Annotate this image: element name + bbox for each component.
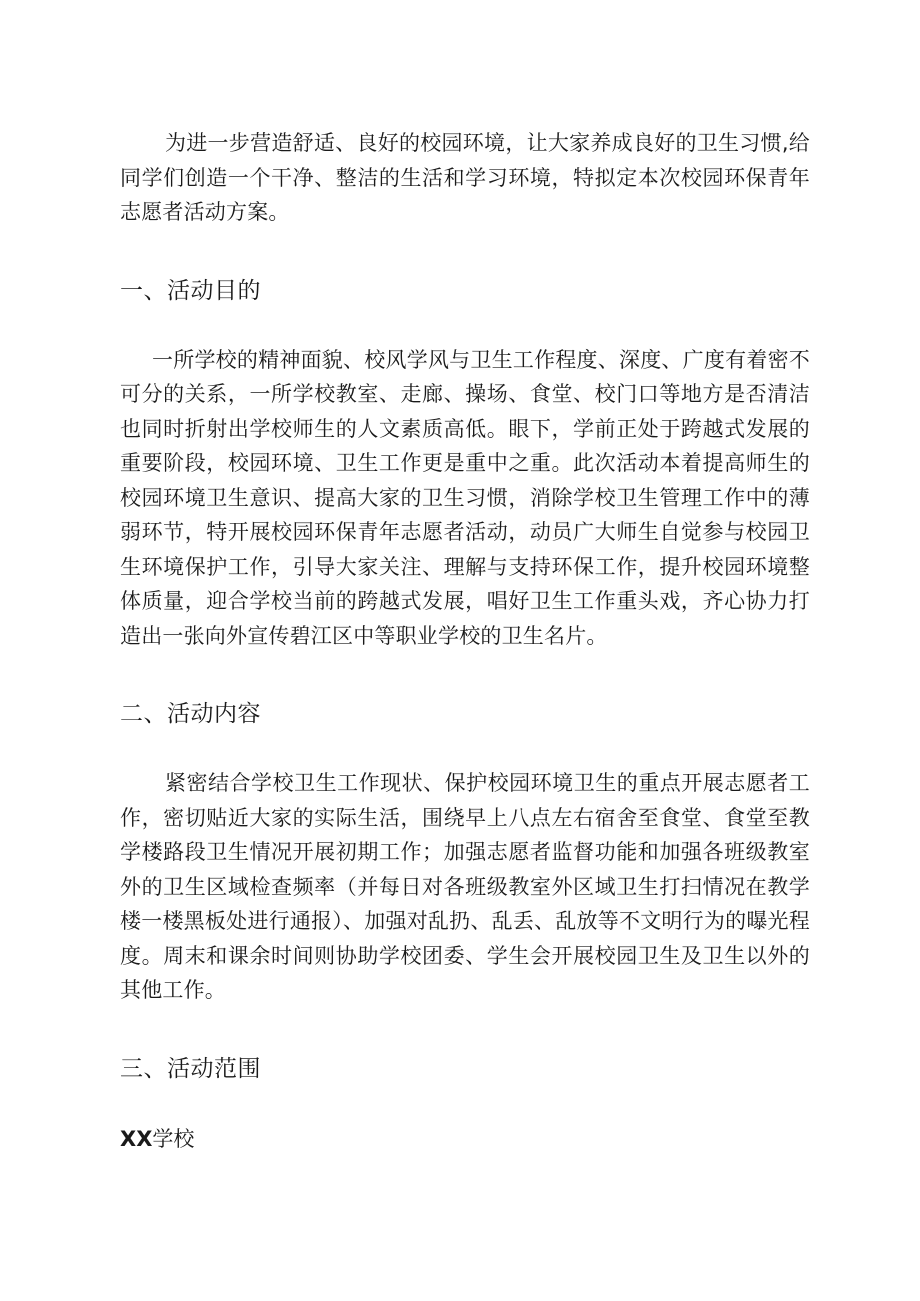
section-heading-purpose: 一、活动目的 [120, 277, 261, 304]
purpose-paragraph: 一所学校的精神面貌、校风学风与卫生工作程度、深度、广度有着密不可分的关系，一所学校教室、走廊、操场、食堂、校门口等地方是否清洁也同时折射出学校师生的人文素质高低。眼下，学前正处于跨越式发展的重要阶段，校园环境、卫生工作更是重中之重。此次活动本着提高师生的校园环境卫生意识、提高大家的卫生习惯，消除学校卫生管理工作中的薄弱环节，特开展校园环保青年志愿者活动，动员广大师生自觉参与校园卫生环境保护工作，引导大家关注、理解与支持环保工作，提升校园环境整体质量，迎合学校当前的跨越式发展，唱好卫生工作重头戏，齐心协力打造出一张向外宣传碧江区中等职业学校的卫生名片。 [120, 347, 810, 648]
document-page [120, 126, 810, 1156]
section-heading-content: 二、活动内容 [120, 701, 261, 727]
scope-school-suffix: 学校 [152, 1126, 195, 1151]
content-paragraph: 紧密结合学校卫生工作现状、保护校园环境卫生的重点开展志愿者工作，密切贴近大家的实际生活，围绕早上八点左右宿舍至食堂、食堂至教学楼路段卫生情况开展初期工作；加强志愿者监督功能和加强各班级教室外的卫生区域检查频率（并每日对各班级教室外区域卫生打扫情况在教学楼一楼黑板处进行通报）、加强对乱扔、乱丢、乱放等不文明行为的曝光程度。周末和课余时间则协助学校团委、学生会开展校园卫生及卫生以外的其他工作。 [120, 771, 810, 1002]
scope-paragraph [120, 1122, 810, 1156]
scope-school-prefix: XX [120, 1126, 153, 1151]
section-heading-scope: 三、活动范围 [120, 1055, 261, 1082]
intro-paragraph: 为进一步营造舒适、良好的校园环境，让大家养成良好的卫生习惯,给同学们创造一个干净、整洁的生活和学习环境，特拟定本次校园环保青年志愿者活动方案。 [120, 131, 810, 224]
